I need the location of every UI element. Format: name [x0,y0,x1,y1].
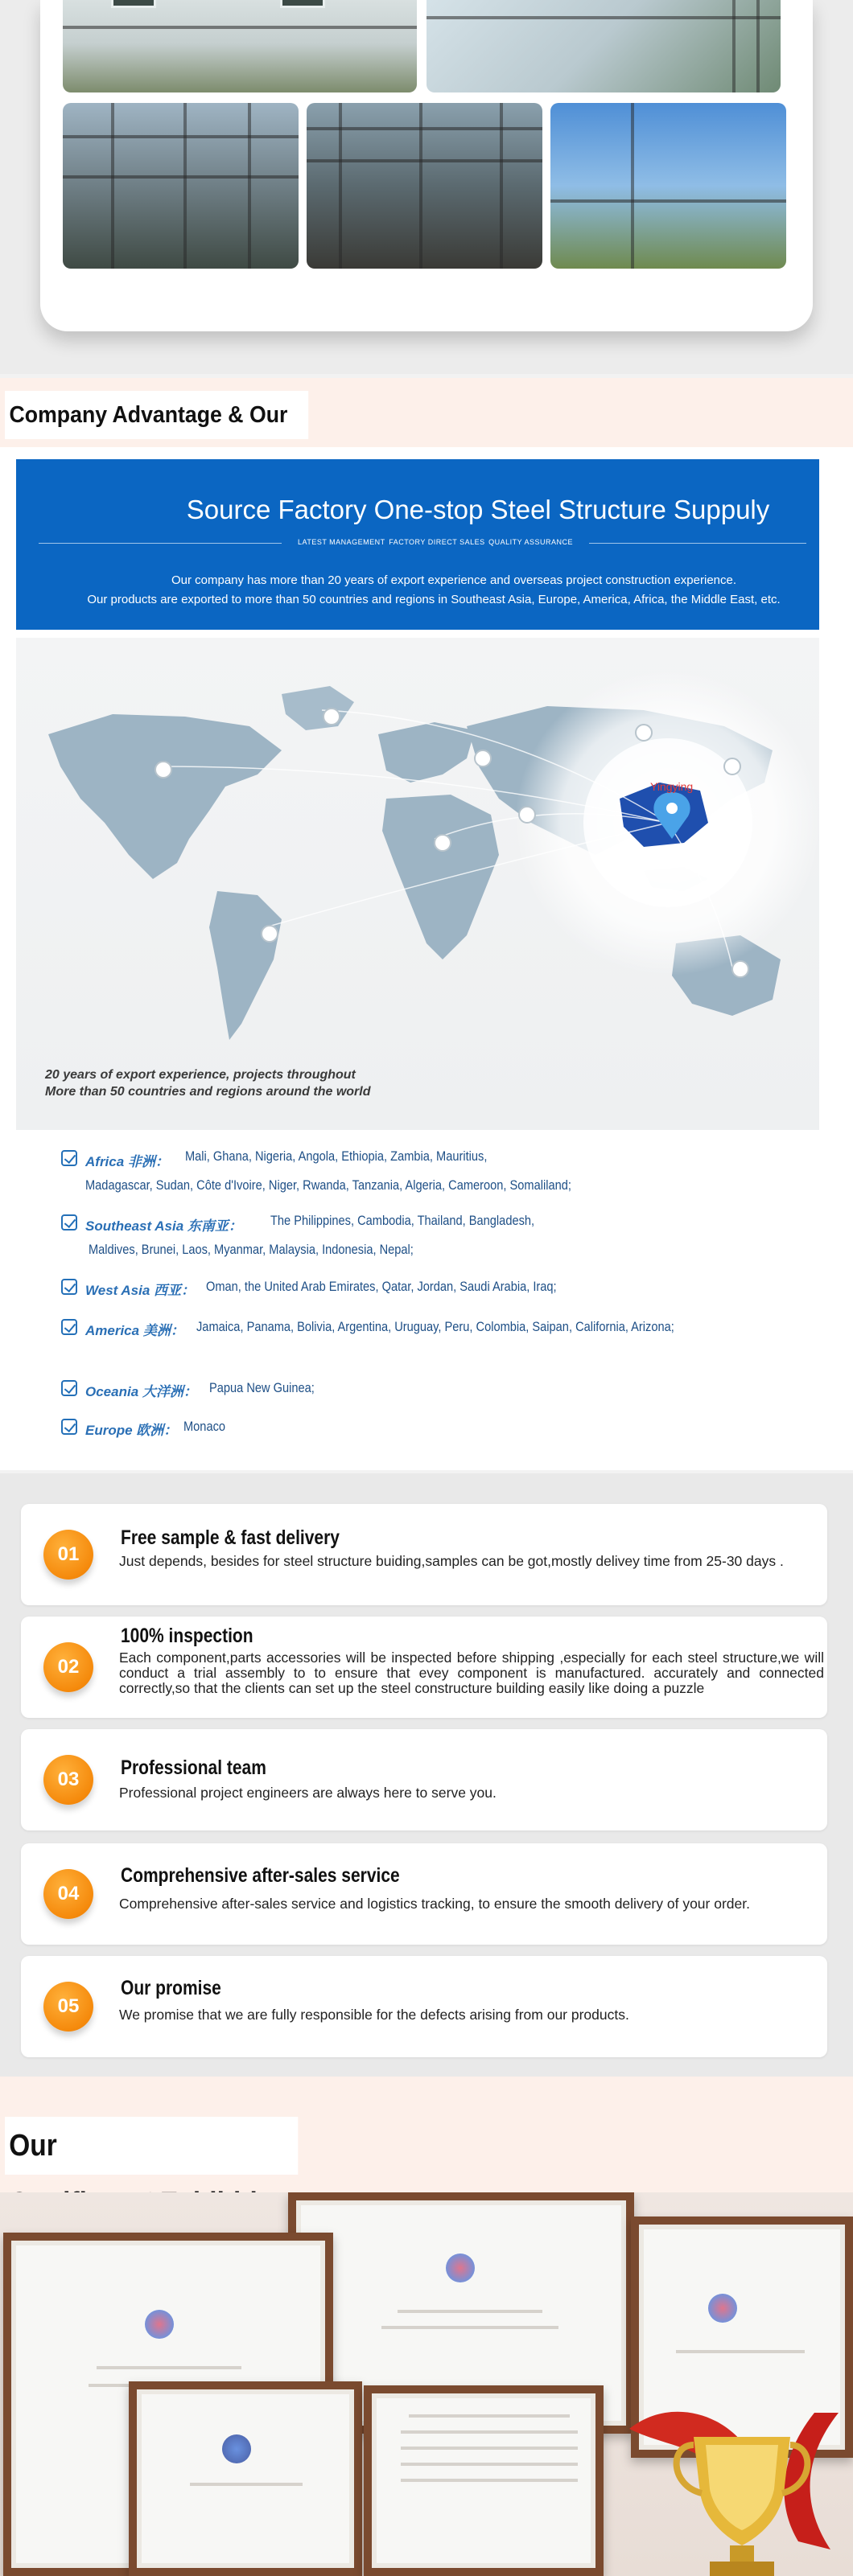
banner-divider [39,543,282,544]
certificate-line [190,2483,303,2486]
region-countries: Maldives, Brunei, Laos, Myanmar, Malaysia, Indonesia, Nepal; [89,1242,414,1257]
service-card-promise [21,1956,827,2057]
banner-headline: Source Factory One-stop Steel Structure Suppuly [186,495,770,524]
banner-tag: LATEST MANAGEMENT [298,538,385,546]
gallery-photo[interactable] [426,0,781,92]
service-title: Free sample & fast delivery [121,1526,340,1549]
certificate-line [676,2350,805,2353]
banner-divider [589,543,806,544]
photo-column [111,103,114,269]
gallery-card [40,0,813,331]
service-title: Our promise [121,1977,221,1999]
service-title: Comprehensive after-sales service [121,1864,400,1887]
region-name: Oceania 大洋洲： [85,1384,197,1399]
gallery-photo[interactable] [63,0,417,92]
photo-column [248,103,251,269]
photo-beam [63,26,417,29]
certificate-line [97,2366,241,2369]
banner-tag: FACTORY DIRECT SALES [389,538,485,546]
step-number-badge: 05 [43,1982,93,2032]
check-icon [61,1380,77,1396]
gallery-photo[interactable] [307,103,542,269]
region-name: West Asia 西亚： [85,1283,196,1298]
banner-tag: QUALITY ASSURANCE [488,538,573,546]
certificate-line [409,2414,570,2418]
trophy-icon [597,2381,853,2576]
world-map-graphic [16,638,819,1130]
photo-window [111,0,156,8]
service-card-inspection [21,1617,827,1718]
region-name: Europe 欧洲： [85,1423,178,1438]
service-description: Professional project engineers are always here to serve you. [119,1785,497,1801]
certificate-frame[interactable] [129,2381,362,2576]
photo-beam [550,199,786,203]
photo-column [631,103,634,269]
check-icon [61,1279,77,1295]
step-number-badge: 01 [43,1530,93,1580]
service-description: Just depends, besides for steel structure buiding,samples can be got,mostly delivey time from 25-30 days . [119,1553,784,1569]
certificate-paper [372,2393,595,2568]
certificate-line [381,2326,558,2329]
region-countries: Jamaica, Panama, Bolivia, Argentina, Uruguay, Peru, Colombia, Saipan, California, Arizona; [196,1319,674,1334]
banner-tags [282,538,589,546]
region-name: America 美洲： [85,1323,184,1338]
map-marker-label: Yingying [650,780,694,793]
certificate-frame[interactable] [364,2385,604,2576]
certificate-line [401,2447,578,2450]
service-card-free-sample [21,1504,827,1605]
map-caption: More than 50 countries and regions around the world [45,1085,371,1099]
certificate-line [398,2310,542,2313]
region-countries: Mali, Ghana, Nigeria, Angola, Ethiopia, Zambia, Mauritius, [185,1148,488,1164]
region-countries: Papua New Guinea; [209,1380,315,1395]
photo-column [339,103,342,269]
photo-column [183,103,187,269]
region-countries: Oman, the United Arab Emirates, Qatar, Jordan, Saudi Arabia, Iraq; [206,1279,557,1294]
check-icon [61,1150,77,1166]
region-name: Africa 非洲： [85,1154,169,1169]
photo-column [756,0,760,92]
certificate-seal-icon [222,2434,251,2463]
photo-beam [63,175,299,179]
certificate-seal-icon [708,2294,737,2323]
map-caption: 20 years of export experience, projects throughout [45,1068,356,1082]
service-description: Comprehensive after-sales service and logistics tracking, to ensure the smooth delivery of your order. [119,1896,750,1912]
service-card-professional-team [21,1729,827,1830]
section-title-advantage: Company Advantage & Our [5,391,308,439]
certificate-paper [137,2389,354,2568]
service-description: We promise that we are fully responsible for the defects arising from our products. [119,2007,629,2023]
certificate-line [401,2463,578,2466]
banner-text-experience: Our company has more than 20 years of export experience and overseas project construction experience. [171,573,737,587]
region-countries: Madagascar, Sudan, Côte d'Ivoire, Niger, Rwanda, Tanzania, Algeria, Cameroon, Somaliland; [85,1177,571,1193]
certificate-seal-icon [145,2310,174,2339]
check-icon [61,1319,77,1335]
region-name: Southeast Asia 东南亚： [85,1218,242,1234]
step-number-badge: 02 [43,1642,93,1692]
service-description: Each component,parts accessories will be inspected before shipping ,especially for each steel structure,we will conduct a trial assembly to to ensure that evey component is manufactured. accurately and connected correctly,so that the clients can set up the steel constructure building easily like doing a puzzle [119,1650,824,1696]
step-number-badge: 04 [43,1869,93,1919]
service-title: 100% inspection [121,1625,253,1647]
service-title: Professional team [121,1756,266,1779]
section-title-certificate: Our [5,2117,298,2175]
certificate-line [401,2479,578,2482]
region-countries: Monaco [183,1419,226,1434]
photo-column [500,103,503,269]
step-number-badge: 03 [43,1755,93,1805]
source-factory-banner [16,459,819,630]
banner-text-export: Our products are exported to more than 50 countries and regions in Southeast Asia, Europe, America, Africa, the Middle East, etc. [87,593,781,606]
photo-window [280,0,325,8]
photo-column [419,103,422,269]
service-card-after-sales [21,1843,827,1945]
check-icon [61,1419,77,1435]
gallery-photo[interactable] [63,103,299,269]
photo-column [732,0,736,92]
region-countries: The Philippines, Cambodia, Thailand, Bangladesh, [270,1213,535,1228]
photo-beam [63,135,299,138]
gallery-section [0,0,853,374]
photo-beam [426,16,781,19]
gallery-photo[interactable] [550,103,786,269]
check-icon [61,1214,77,1230]
certificate-line [401,2430,578,2434]
world-map [16,638,819,1130]
certificate-seal-icon [446,2253,475,2282]
